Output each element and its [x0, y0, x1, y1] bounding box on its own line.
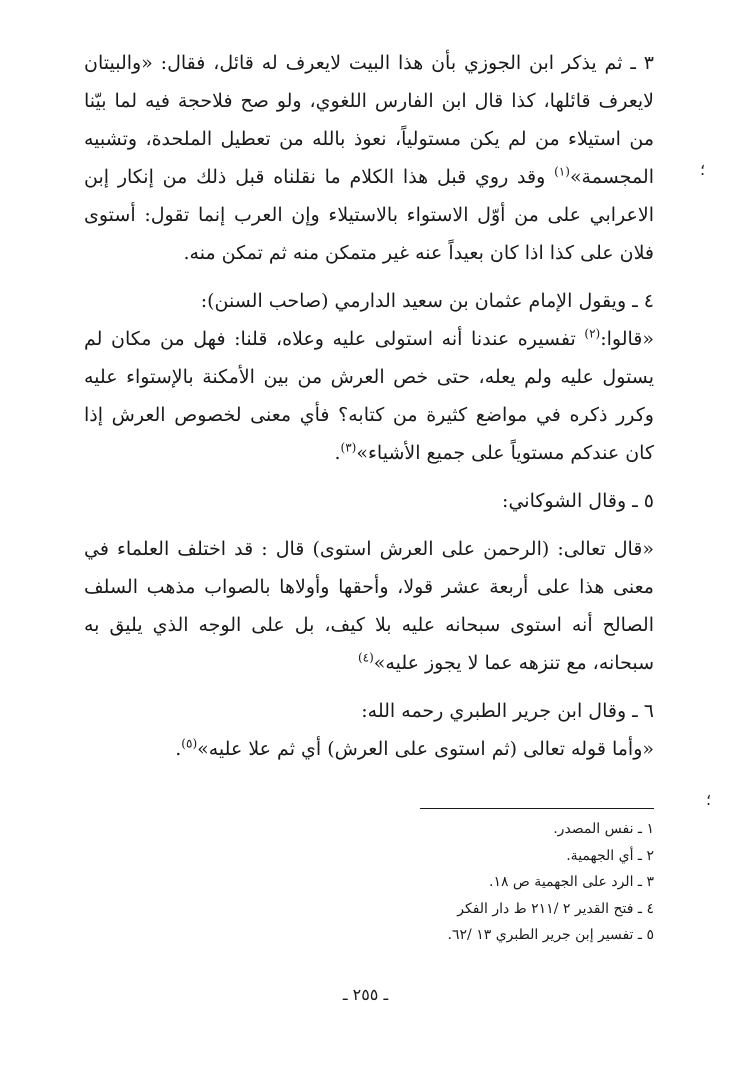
heading-5-text: ٥ ـ وقال الشوكاني:: [502, 490, 654, 512]
footnote-5: ٥ ـ تفسير إبن جرير الطبري ١٣ /٦٢.: [447, 927, 654, 943]
quote-5-body: «قال تعالى: (الرحمن على العرش استوى) قال : قد اختلف العلماء في معنى هذا على أربعة عشر قولا، وأحقها وأولاها بالصواب مذهب السلف الصالح أنه استوى سبحانه عليه بلا كيف، بل على الوجه الذي يليق به سبحانه، مع تنزهه عما لا يجوز عليه»: [84, 538, 654, 674]
heading-4-text: ٤ ـ ويقول الإمام عثمان بن سعيد الدارمي (صاحب السنن):: [200, 290, 654, 312]
quote-4-body: تفسيره عندنا أنه استولى عليه وعلاه، قلنا: فهل من مكان لم يستول عليه ولم يعله، حتى خص العرش من بين الأمكنة بالإستواء عليه وكرر ذكره في مواضع كثيرة من كتابه؟ فأي معنى لخصوص العرش إذا كان عندكم مستوياً على جميع الأشياء»: [84, 328, 654, 464]
footnote-ref-2: (٢): [584, 326, 601, 341]
footnote-2: ٢ ـ أي الجهمية.: [566, 847, 654, 864]
paragraph-3: [84, 44, 654, 272]
heading-6: [84, 692, 654, 730]
footnote-ref-1: (١): [554, 164, 570, 179]
footnote-3: ٣ ـ الرد على الجهمية ص ١٨.: [488, 874, 654, 890]
footnote-4: ٤ ـ فتح القدير ٢ /٢١١ ط دار الفكر: [457, 900, 654, 917]
footnote-1: ١ ـ نفس المصدر.: [553, 821, 654, 837]
quote-4-end: .: [334, 442, 341, 464]
paragraph-4-quote: [84, 320, 654, 472]
paragraph-5-quote: [84, 530, 654, 682]
footnote-ref-4: (٤): [357, 650, 374, 665]
margin-mark-top: ؛: [700, 160, 706, 179]
heading-6-text: ٦ ـ وقال ابن جرير الطبري رحمه الله:: [361, 700, 654, 722]
footnotes: [300, 816, 654, 949]
paragraph-6-quote: [84, 730, 654, 768]
paragraph-3-text: ٣ ـ ثم يذكر ابن الجوزي بأن هذا البيت لايعرف له قائل، فقال: «والبيتان لايعرف قائلها، كذا قال ابن الفارس اللغوي، ولو صح فلاحجة فيه لما بيّنا من استيلاء من لم يكن مستولياً، نعوذ بالله من تعطيل الملحدة، وتشبيه المجسمة»: [84, 52, 654, 188]
footnote-ref-3: (٣): [340, 440, 357, 455]
quote-6-body: «وأما قوله تعالى (ثم استوى على العرش) أي ثم علا عليه»: [197, 738, 654, 760]
heading-4: [84, 282, 654, 320]
margin-mark-bottom: ؛: [706, 790, 712, 809]
heading-5: [84, 482, 654, 520]
quote-4-start: «قالوا:: [600, 328, 654, 350]
footnote-ref-5: (٥): [181, 736, 198, 751]
quote-6-end: .: [175, 738, 182, 760]
paragraph-3-tail: وقد روي قبل هذا الكلام ما نقلناه قبل ذلك من إنكار إبن الاعرابي على من أوّل الاستواء بالاستيلاء وإن العرب إنما تقول: أستوى فلان على كذا اذا كان بعيداً عنه غير متمكن منه ثم تمكن منه.: [84, 166, 654, 264]
page-number: ـ ٢٥٥ ـ: [342, 985, 389, 1004]
footnote-divider: [420, 808, 654, 809]
main-text: [84, 44, 654, 768]
